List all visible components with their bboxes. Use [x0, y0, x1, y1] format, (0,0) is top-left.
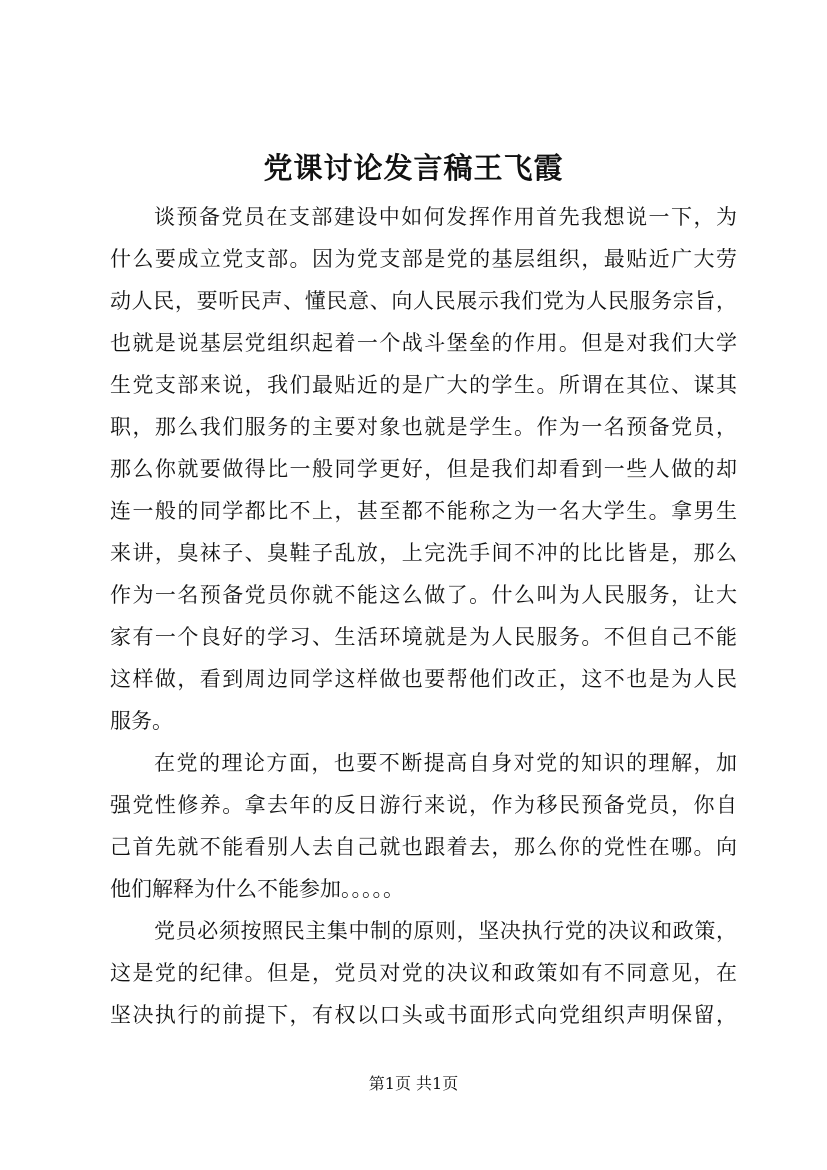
body-line: 坚决执行的前提下，有权以口头或书面形式向党组织声明保留，	[110, 1003, 737, 1027]
body-line: 这是党的纪律。但是，党员对党的决议和政策如有不同意见，在	[110, 961, 737, 985]
body-line: 这样做，看到周边同学这样做也要帮他们改正，这不也是为人民	[110, 667, 737, 691]
document-body	[110, 196, 737, 1036]
body-line: 什么要成立党支部。因为党支部是党的基层组织，最贴近广大劳	[110, 247, 737, 271]
body-line: 强党性修养。拿去年的反日游行来说，作为移民预备党员，你自	[110, 793, 737, 817]
document-title: 党课讨论发言稿王飞霞	[263, 151, 564, 185]
body-line: 来讲，臭袜子、臭鞋子乱放，上完洗手间不冲的比比皆是，那么	[110, 541, 737, 565]
body-line: 那么你就要做得比一般同学更好，但是我们却看到一些人做的却	[110, 457, 737, 481]
page-number-footer: 第1页 共1页	[368, 1074, 459, 1093]
body-line: 生党支部来说，我们最贴近的是广大的学生。所谓在其位、谋其	[110, 373, 737, 397]
body-line: 他们解释为什么不能参加。。。。。	[110, 877, 404, 901]
body-line: 家有一个良好的学习、生活环境就是为人民服务。不但自己不能	[110, 625, 737, 649]
body-line: 党员必须按照民主集中制的原则，坚决执行党的决议和政策，	[154, 919, 737, 943]
body-line: 动人民，要听民声、懂民意、向人民展示我们党为人民服务宗旨，	[110, 289, 737, 313]
body-line: 也就是说基层党组织起着一个战斗堡垒的作用。但是对我们大学	[110, 331, 737, 355]
body-line: 连一般的同学都比不上，甚至都不能称之为一名大学生。拿男生	[110, 499, 737, 523]
body-line: 服务。	[110, 709, 173, 733]
body-line: 在党的理论方面，也要不断提高自身对党的知识的理解，加	[154, 751, 737, 775]
body-line: 作为一名预备党员你就不能这么做了。什么叫为人民服务，让大	[110, 583, 737, 607]
body-line: 谈预备党员在支部建设中如何发挥作用首先我想说一下，为	[154, 205, 737, 229]
body-line: 己首先就不能看别人去自己就也跟着去，那么你的党性在哪。向	[110, 835, 737, 859]
body-line: 职，那么我们服务的主要对象也就是学生。作为一名预备党员，	[110, 415, 737, 439]
